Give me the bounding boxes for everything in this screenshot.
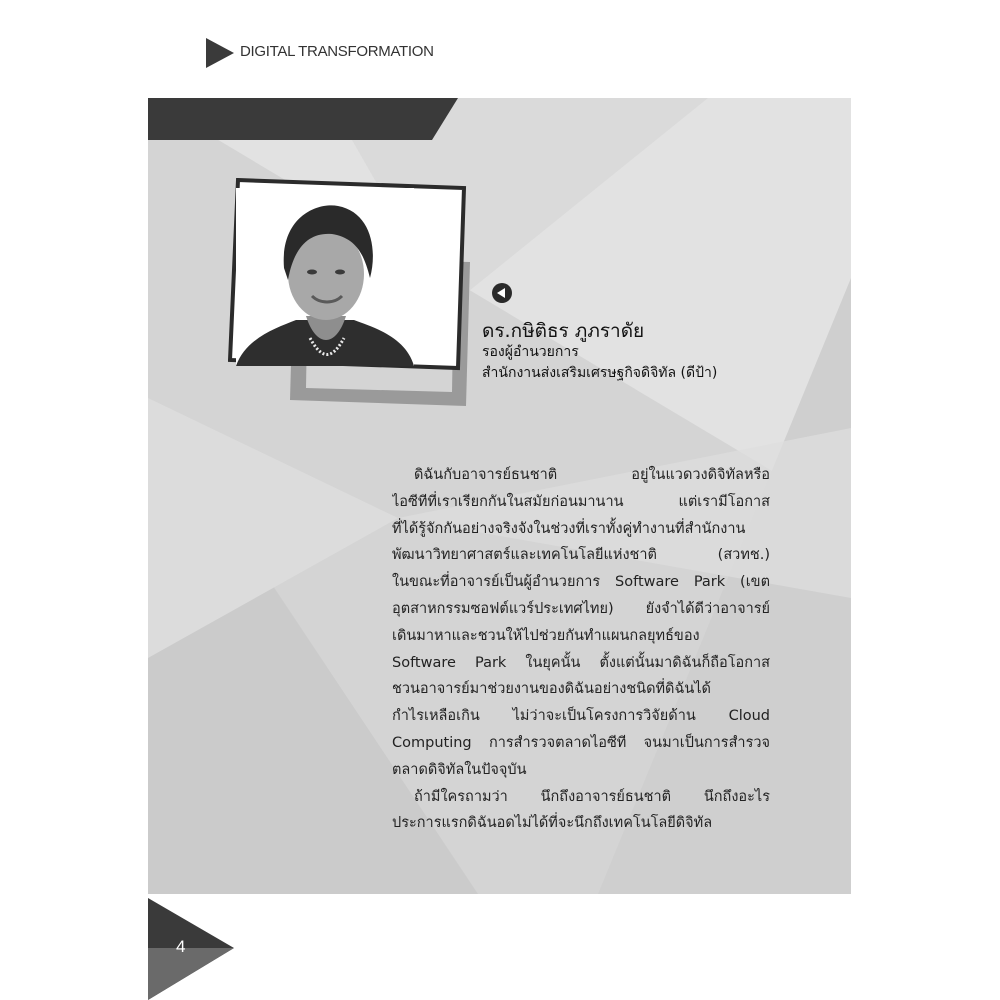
body-line: พัฒนาวิทยาศาสตร์และเทคโนโลยีแห่งชาติ (สวทช.): [392, 547, 770, 564]
body-line: ถ้ามีใครถามว่า นึกถึงอาจารย์ธนชาติ นึกถึงอะไร: [414, 788, 770, 805]
body-line: Computing การสำรวจตลาดไอซีที จนมาเป็นการสำรวจ: [392, 734, 770, 751]
author-role: รองผู้อำนวยการ: [482, 344, 579, 360]
body-line: ที่ได้รู้จักกันอย่างจริงจังในช่วงที่เราทั้งคู่ทำงานที่สำนักงาน: [392, 520, 746, 537]
author-organization: สำนักงานส่งเสริมเศรษฐกิจดิจิทัล (ดีป้า): [482, 365, 718, 381]
body-line: ดิฉันกับอาจารย์ธนชาติ อยู่ในแวดวงดิจิทัลหรือ: [414, 467, 770, 483]
body-line: ชวนอาจารย์มาช่วยงานของดิฉันอย่างชนิดที่ดิฉันได้: [392, 681, 711, 698]
play-left-icon: [491, 282, 513, 304]
page-number: 4: [176, 937, 186, 956]
section-title: คำนิยม: [112, 9, 191, 38]
body-line: Software Park ในยุคนั้น ตั้งแต่นั้นมาดิฉันก็ถือโอกาส: [392, 654, 770, 671]
body-line: ตลาดดิจิทัลในปัจจุบัน: [392, 761, 527, 778]
section-title-bar: [148, 98, 458, 140]
body-line: ในขณะที่อาจารย์เป็นผู้อำนวยการ Software Park (เขต: [392, 574, 770, 591]
body-line: ไอซีทีที่เราเรียกกันในสมัยก่อนมานาน แต่เรามีโอกาส: [392, 493, 770, 510]
body-line: เดินมาหาและชวนให้ไปช่วยกันทำแผนกลยุทธ์ของ: [392, 627, 700, 644]
foreword-body: [392, 462, 770, 837]
author-portrait: [236, 188, 414, 366]
header-label: DIGITAL TRANSFORMATION: [240, 43, 434, 60]
body-line: อุตสาหกรรมซอฟต์แวร์ประเทศไทย) ยังจำได้ดีว่าอาจารย์: [392, 600, 770, 617]
body-line: กำไรเหลือเกิน ไม่ว่าจะเป็นโครงการวิจัยด้าน Cloud: [392, 708, 770, 725]
body-line: ประการแรกดิฉันอดไม่ได้ที่จะนึกถึงเทคโนโลยีดิจิทัล: [392, 815, 713, 832]
header-triangle-icon: [206, 38, 234, 68]
author-name: ดร.กษิติธร ภูภราดัย: [482, 320, 645, 342]
page-corner-triangle: [148, 898, 248, 1000]
